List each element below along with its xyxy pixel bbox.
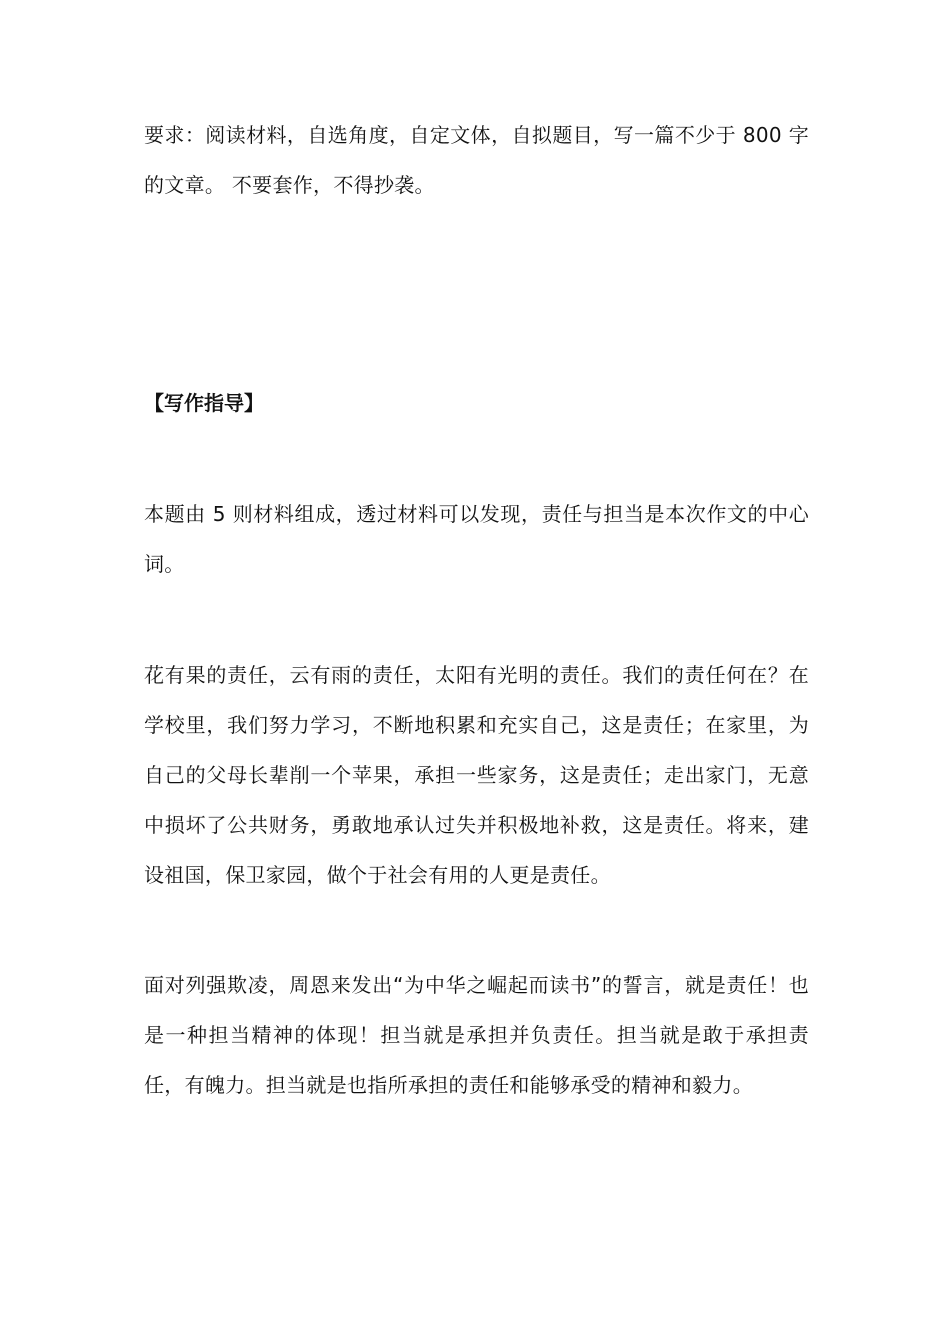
requirement-paragraph: 要求：阅读材料，自选角度，自定文体，自拟题目，写一篇不少于 800 字的文章。 不要套作，不得抄袭。 [144,123,809,197]
writing-guide-heading: 【写作指导】 [144,391,264,415]
intro-paragraph: 本题由 5 则材料组成，透过材料可以发现，责任与担当是本次作文的中心词。 [144,502,809,576]
responsibility-paragraph: 花有果的责任，云有雨的责任，太阳有光明的责任。我们的责任何在？在学校里，我们努力学习，不断地积累和充实自己，这是责任；在家里，为自己的父母长辈削一个苹果，承担一些家务，这是责任；走出家门，无意中损坏了公共财务，勇敢地承认过失并积极地补救，这是责任。将来，建设祖国，保卫家园，做个于社会有用的人更是责任。 [144,663,809,887]
zhou-enlai-paragraph: 面对列强欺凌，周恩来发出“为中华之崛起而读书”的誓言，就是责任！也是一种担当精神的体现！担当就是承担并负责任。担当就是敢于承担责任，有魄力。担当就是也指所承担的责任和能够承受的精神和毅力。 [144,973,809,1097]
